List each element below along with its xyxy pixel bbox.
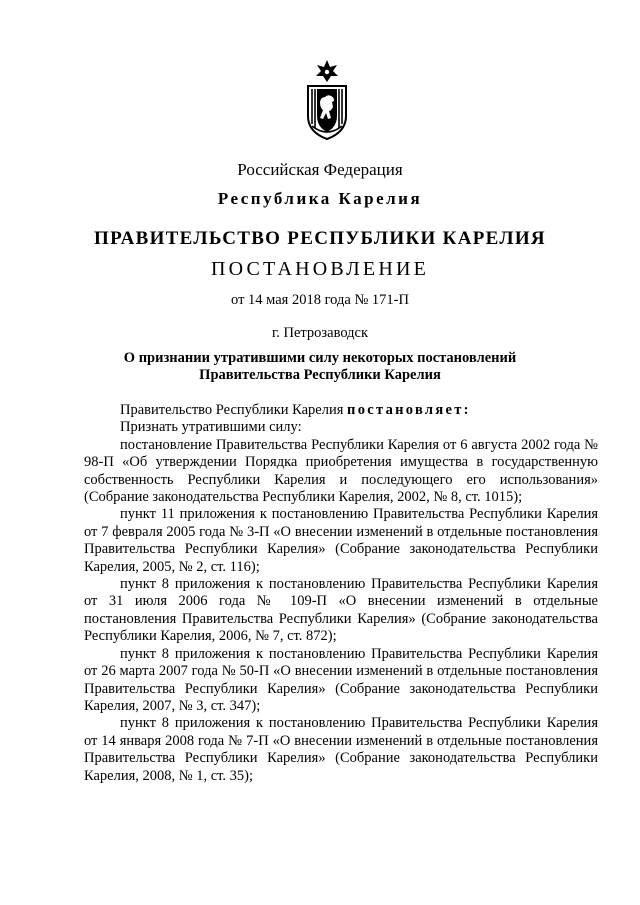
document-type: ПОСТАНОВЛЕНИЕ <box>210 258 430 280</box>
recognize-paragraph: Признать утратившими силу: <box>120 419 302 436</box>
intro-prefix: Правительство Республики Карелия <box>120 402 348 418</box>
list-item: пункт 8 приложения к постановлению Правительства Республики Карелия от 26 марта 2007 года № 50-П «О внесении изменений в отдельные постановления Правительства Республики Карелия» (Собрание законодательства Республики Карелия, 2007, № 3, ст. 347); <box>84 645 598 714</box>
intro-paragraph <box>84 402 598 419</box>
list-item: пункт 8 приложения к постановлению Правительства Республики Карелия от 31 июля 2006 года № 109-П «О внесении изменений в отдельные постановления Правительства Республики Карелия» (Собрание законодательства Республики Карелия, 2006, № 7, ст. 872); <box>84 576 598 645</box>
document-subject <box>0 350 640 384</box>
subject-line-2: Правительства Республики Карелия <box>199 367 441 383</box>
list-item: постановление Правительства Республики Карелия от 6 августа 2002 года № 98-П «Об утверждении Порядка приобретения имущества в государственную собственность Республики Карелия и последующего его использования» (Собрание законодательства Республики Карелия, 2002, № 8, ст. 1015); <box>84 436 598 506</box>
intro-decree-word: постановляет: <box>347 402 471 418</box>
list-item: пункт 8 приложения к постановлению Правительства Республики Карелия от 14 января 2008 года № 7-П «О внесении изменений в отдельные постановления Правительства Республики Карелия» (Собрание законодательства Республики Карелия, 2008, № 1, ст. 35); <box>84 715 598 784</box>
document-body <box>84 402 598 785</box>
list-item: пункт 11 приложения к постановлению Правительства Республики Карелия от 7 февраля 2005 года № 3-П «О внесении изменений в отдельные постановления Правительства Республики Карелия» (Собрание законодательства Республики Карелия, 2005, № 2, ст. 116); <box>84 506 598 575</box>
government-title: ПРАВИТЕЛЬСТВО РЕСПУБЛИКИ КАРЕЛИЯ <box>94 228 546 249</box>
document-date-number: от 14 мая 2018 года № 171-П <box>231 292 409 308</box>
republic-title: Республика Карелия <box>217 189 423 208</box>
federation-title: Российская Федерация <box>237 160 403 179</box>
subject-line-1: О признании утратившими силу некоторых постановлений <box>123 350 517 366</box>
document-city: г. Петрозаводск <box>271 325 369 341</box>
karelia-coat-of-arms-icon <box>304 58 350 142</box>
